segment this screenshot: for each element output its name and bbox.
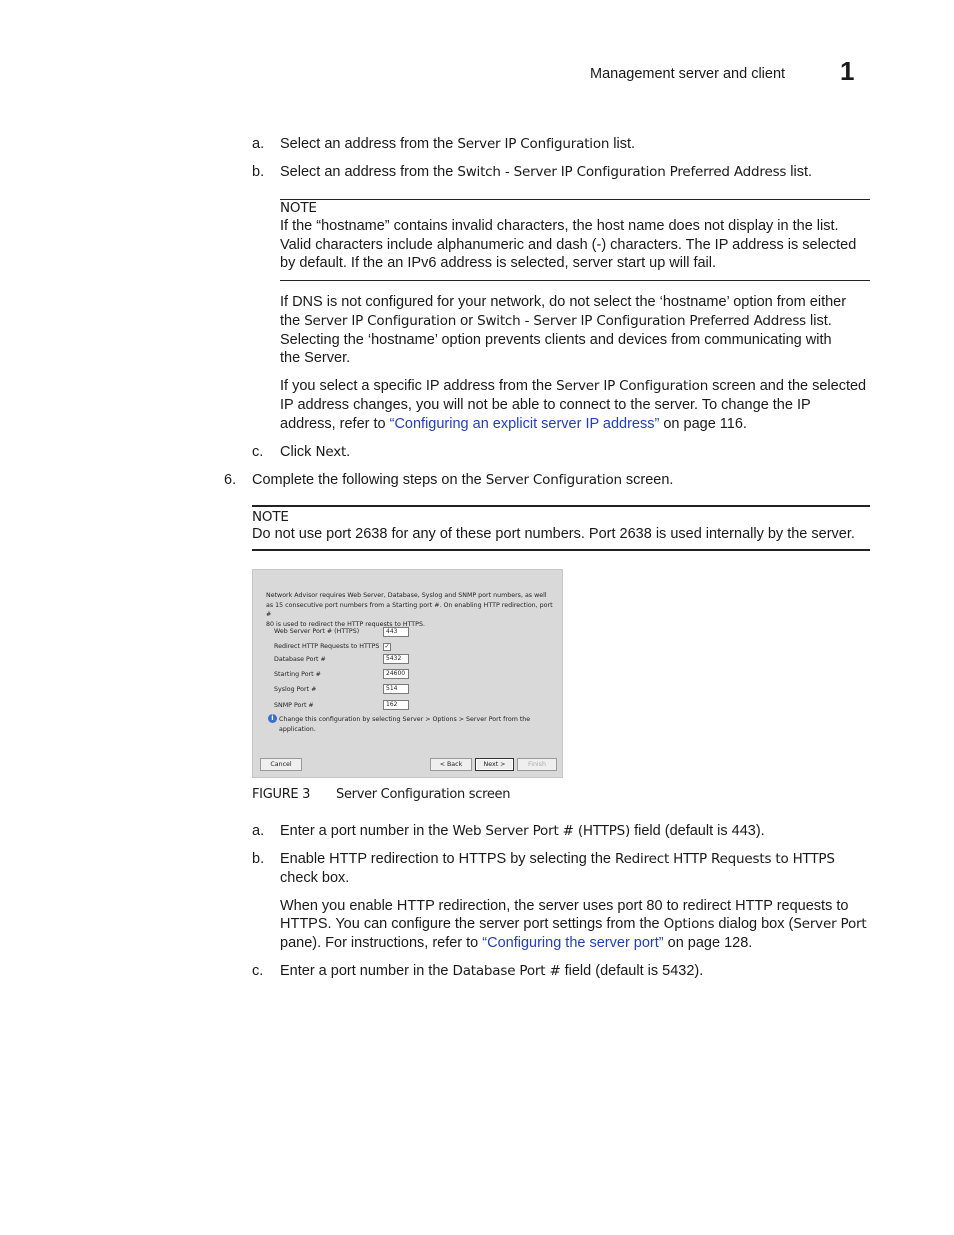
paragraph-line: IP address changes, you will not be able to connect to the server. To change the IP bbox=[280, 397, 811, 413]
step-text: Enter a port number in the Web Server Port # (HTTPS) field (default is 443). bbox=[280, 823, 765, 839]
web-server-port-label: Web Server Port # (HTTPS) bbox=[274, 628, 360, 635]
cross-reference-link[interactable]: “Configuring an explicit server IP address” bbox=[389, 416, 660, 432]
paragraph-line: If you select a specific IP address from the Server IP Configuration screen and the selected bbox=[280, 378, 867, 394]
dialog-intro-text: Network Advisor requires Web Server, Database, Syslog and SNMP port numbers, as well as 15 consecutive port numbers from a Starting port #. On enabling HTTP redirection, port # 80 is used to redirect the HTTP requests to HTTPS. bbox=[266, 592, 553, 628]
running-header: Management server and client bbox=[590, 66, 786, 82]
figure-label: FIGURE 3 bbox=[252, 787, 311, 802]
step-text: Click Next. bbox=[280, 444, 351, 460]
ui-term: Database Port # bbox=[452, 963, 561, 979]
step-text: check box. bbox=[280, 870, 350, 886]
note-rule-top bbox=[280, 199, 870, 200]
cancel-button[interactable]: Cancel bbox=[260, 758, 302, 771]
figure-caption: Server Configuration screen bbox=[336, 787, 511, 802]
note-rule-top bbox=[252, 505, 870, 507]
web-server-port-field[interactable]: 443 bbox=[383, 627, 409, 637]
ui-term: Web Server Port # (HTTPS) bbox=[452, 823, 631, 839]
ui-term: Redirect HTTP Requests to HTTPS bbox=[615, 851, 835, 867]
list-marker: 6. bbox=[224, 472, 237, 488]
list-marker: b. bbox=[252, 164, 265, 180]
snmp-port-field[interactable]: 162 bbox=[383, 700, 409, 710]
ui-term: Switch - Server IP Configuration Preferred Address bbox=[457, 164, 787, 180]
paragraph-line: Selecting the ‘hostname’ option prevents clients and devices from communicating with bbox=[280, 332, 832, 348]
ui-term: Options bbox=[663, 916, 715, 932]
ui-term: Next bbox=[315, 444, 347, 460]
paragraph-line: HTTPS. You can configure the server port settings from the Options dialog box (Server Port bbox=[280, 916, 867, 932]
list-marker: a. bbox=[252, 136, 265, 152]
list-marker: b. bbox=[252, 851, 265, 867]
step-text: Select an address from the Server IP Configuration list. bbox=[280, 136, 636, 152]
step-text: Enable HTTP redirection to HTTPS by selecting the Redirect HTTP Requests to HTTPS bbox=[280, 851, 835, 867]
note-rule-bottom bbox=[280, 280, 870, 281]
note-heading: NOTE bbox=[252, 509, 289, 525]
info-message: Change this configuration by selecting Server > Options > Server Port from the application. bbox=[279, 716, 531, 733]
ui-term: Switch - Server IP Configuration Preferred Address bbox=[477, 313, 807, 329]
note-rule-bottom bbox=[252, 549, 870, 551]
syslog-port-field[interactable]: 514 bbox=[383, 684, 409, 694]
next-button[interactable]: Next > bbox=[475, 758, 514, 771]
info-icon: i bbox=[268, 714, 277, 723]
ui-term: Server Port bbox=[793, 916, 867, 932]
redirect-http-label: Redirect HTTP Requests to HTTPS bbox=[274, 643, 380, 650]
step-text: Complete the following steps on the Server Configuration screen. bbox=[252, 472, 674, 488]
note-line: Valid characters include alphanumeric and dash (-) characters. The IP address is selected bbox=[280, 237, 857, 253]
note-heading: NOTE bbox=[280, 200, 317, 216]
paragraph-line: the Server. bbox=[280, 350, 351, 366]
list-marker: c. bbox=[252, 963, 264, 979]
database-port-field[interactable]: 5432 bbox=[383, 654, 409, 664]
finish-button[interactable]: Finish bbox=[517, 758, 557, 771]
redirect-http-checkbox[interactable]: ✓ bbox=[384, 643, 390, 650]
server-configuration-dialog bbox=[252, 569, 563, 778]
back-button[interactable]: < Back bbox=[430, 758, 472, 771]
list-marker: c. bbox=[252, 444, 264, 460]
chapter-number: 1 bbox=[840, 56, 855, 86]
starting-port-field[interactable]: 24600 bbox=[383, 669, 409, 679]
paragraph-line: the Server IP Configuration or Switch - Server IP Configuration Preferred Address list. bbox=[280, 313, 832, 329]
step-text: Select an address from the Switch - Server IP Configuration Preferred Address list. bbox=[280, 164, 813, 180]
ui-term: Server Configuration bbox=[485, 472, 622, 488]
cross-reference-link[interactable]: “Configuring the server port” bbox=[482, 935, 664, 951]
database-port-label: Database Port # bbox=[274, 656, 326, 663]
note-line: If the “hostname” contains invalid characters, the host name does not display in the list. bbox=[280, 218, 839, 234]
note-line: Do not use port 2638 for any of these port numbers. Port 2638 is used internally by the server. bbox=[252, 526, 855, 542]
paragraph-line: When you enable HTTP redirection, the server uses port 80 to redirect HTTP requests to bbox=[280, 898, 849, 914]
step-text: Enter a port number in the Database Port # field (default is 5432). bbox=[280, 963, 704, 979]
paragraph-line: address, refer to “Configuring an explicit server IP address” on page 116. bbox=[280, 416, 747, 432]
ui-term: Server IP Configuration bbox=[304, 313, 457, 329]
syslog-port-label: Syslog Port # bbox=[274, 686, 317, 693]
ui-term: Server IP Configuration bbox=[556, 378, 709, 394]
paragraph-line: pane). For instructions, refer to “Configuring the server port” on page 128. bbox=[280, 935, 753, 951]
note-line: by default. If the an IPv6 address is selected, server start up will fail. bbox=[280, 255, 717, 271]
starting-port-label: Starting Port # bbox=[274, 671, 321, 678]
paragraph-line: If DNS is not configured for your network, do not select the ‘hostname’ option from either bbox=[280, 294, 847, 310]
list-marker: a. bbox=[252, 823, 265, 839]
snmp-port-label: SNMP Port # bbox=[274, 702, 314, 709]
ui-term: Server IP Configuration bbox=[457, 136, 610, 152]
